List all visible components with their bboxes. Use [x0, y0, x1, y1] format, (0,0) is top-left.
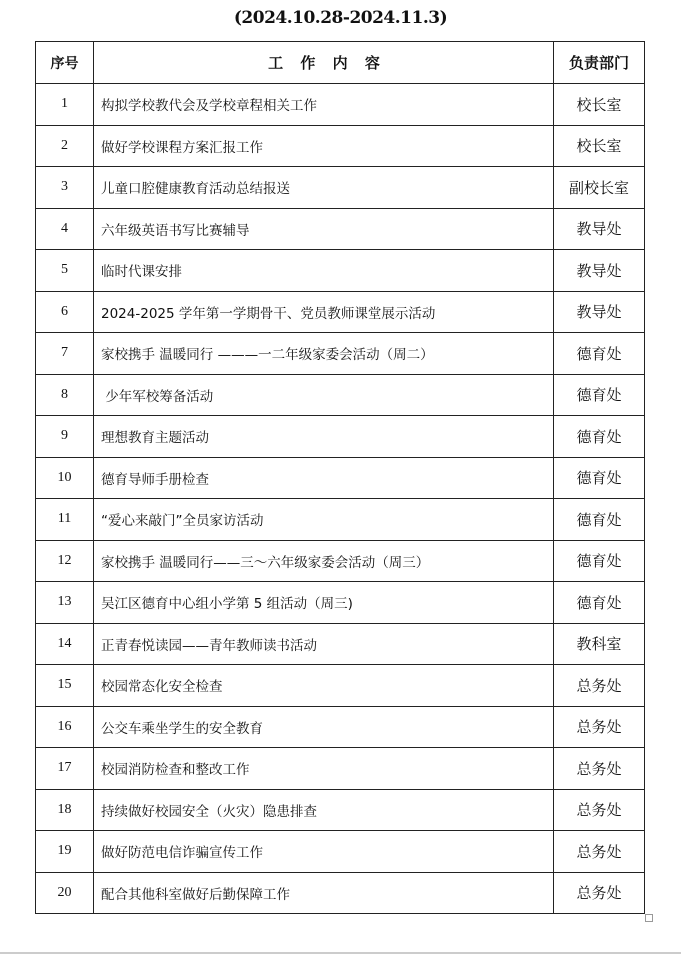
row-content: 2024-2025 学年第一学期骨干、党员教师课堂展示活动	[94, 291, 554, 333]
row-content: 校园常态化安全检查	[94, 665, 554, 707]
row-dept: 德育处	[554, 333, 645, 375]
table-resize-handle[interactable]	[645, 914, 653, 922]
row-dept: 总务处	[554, 706, 645, 748]
row-dept: 德育处	[554, 582, 645, 624]
row-no: 2	[36, 125, 94, 167]
row-content: 家校携手 温暖同行——三～六年级家委会活动（周三）	[94, 540, 554, 582]
row-no: 3	[36, 167, 94, 209]
row-content: 做好学校课程方案汇报工作	[94, 125, 554, 167]
table-row	[36, 872, 645, 914]
row-no: 17	[36, 748, 94, 790]
row-dept: 总务处	[554, 665, 645, 707]
row-no: 15	[36, 665, 94, 707]
row-dept: 教导处	[554, 291, 645, 333]
row-content: 构拟学校教代会及学校章程相关工作	[94, 84, 554, 126]
row-content: 六年级英语书写比赛辅导	[94, 208, 554, 250]
row-no: 12	[36, 540, 94, 582]
row-content: 公交车乘坐学生的安全教育	[94, 706, 554, 748]
row-no: 5	[36, 250, 94, 292]
row-content: 持续做好校园安全（火灾）隐患排查	[94, 789, 554, 831]
table-row	[36, 457, 645, 499]
row-dept: 教导处	[554, 250, 645, 292]
table-header-row	[36, 42, 645, 84]
work-schedule-table	[35, 41, 645, 914]
row-no: 6	[36, 291, 94, 333]
row-no: 7	[36, 333, 94, 375]
row-content: 正青春悦读园——青年教师读书活动	[94, 623, 554, 665]
table-row	[36, 499, 645, 541]
row-content: 理想教育主题活动	[94, 416, 554, 458]
row-content: 配合其他科室做好后勤保障工作	[94, 872, 554, 914]
table-row	[36, 374, 645, 416]
row-dept: 校长室	[554, 125, 645, 167]
row-content: 临时代课安排	[94, 250, 554, 292]
row-dept: 德育处	[554, 416, 645, 458]
row-dept: 总务处	[554, 748, 645, 790]
table-row	[36, 831, 645, 873]
table-row	[36, 665, 645, 707]
table-row	[36, 333, 645, 375]
row-dept: 副校长室	[554, 167, 645, 209]
row-dept: 德育处	[554, 540, 645, 582]
row-dept: 教科室	[554, 623, 645, 665]
row-dept: 德育处	[554, 374, 645, 416]
row-dept: 教导处	[554, 208, 645, 250]
row-dept: 总务处	[554, 831, 645, 873]
row-content: “爱心来敲门”全员家访活动	[94, 499, 554, 541]
table-row	[36, 416, 645, 458]
row-no: 11	[36, 499, 94, 541]
table-row	[36, 706, 645, 748]
table-row	[36, 789, 645, 831]
row-no: 19	[36, 831, 94, 873]
table-row	[36, 582, 645, 624]
row-content: 德育导师手册检查	[94, 457, 554, 499]
row-no: 14	[36, 623, 94, 665]
row-no: 16	[36, 706, 94, 748]
row-no: 9	[36, 416, 94, 458]
row-dept: 总务处	[554, 789, 645, 831]
table-row	[36, 167, 645, 209]
row-dept: 德育处	[554, 499, 645, 541]
table-row	[36, 623, 645, 665]
table-row	[36, 291, 645, 333]
table-row	[36, 748, 645, 790]
row-content: 家校携手 温暖同行 ———一二年级家委会活动（周二）	[94, 333, 554, 375]
row-no: 4	[36, 208, 94, 250]
row-no: 20	[36, 872, 94, 914]
table-row	[36, 125, 645, 167]
table-row	[36, 540, 645, 582]
header-no: 序号	[36, 42, 94, 84]
table-row	[36, 208, 645, 250]
row-no: 1	[36, 84, 94, 126]
row-no: 10	[36, 457, 94, 499]
row-content: 吴江区德育中心组小学第 5 组活动（周三)	[94, 582, 554, 624]
row-no: 18	[36, 789, 94, 831]
header-content: 工 作 内 容	[94, 42, 554, 84]
row-dept: 总务处	[554, 872, 645, 914]
document-title: (2024.10.28-2024.11.3)	[233, 8, 448, 28]
header-dept: 负责部门	[554, 42, 645, 84]
row-dept: 校长室	[554, 84, 645, 126]
row-dept: 德育处	[554, 457, 645, 499]
table-row	[36, 250, 645, 292]
row-content: 做好防范电信诈骗宣传工作	[94, 831, 554, 873]
table-row	[36, 84, 645, 126]
row-no: 8	[36, 374, 94, 416]
row-no: 13	[36, 582, 94, 624]
row-content: 儿童口腔健康教育活动总结报送	[94, 167, 554, 209]
row-content: 少年军校筹备活动	[94, 374, 554, 416]
row-content: 校园消防检查和整改工作	[94, 748, 554, 790]
